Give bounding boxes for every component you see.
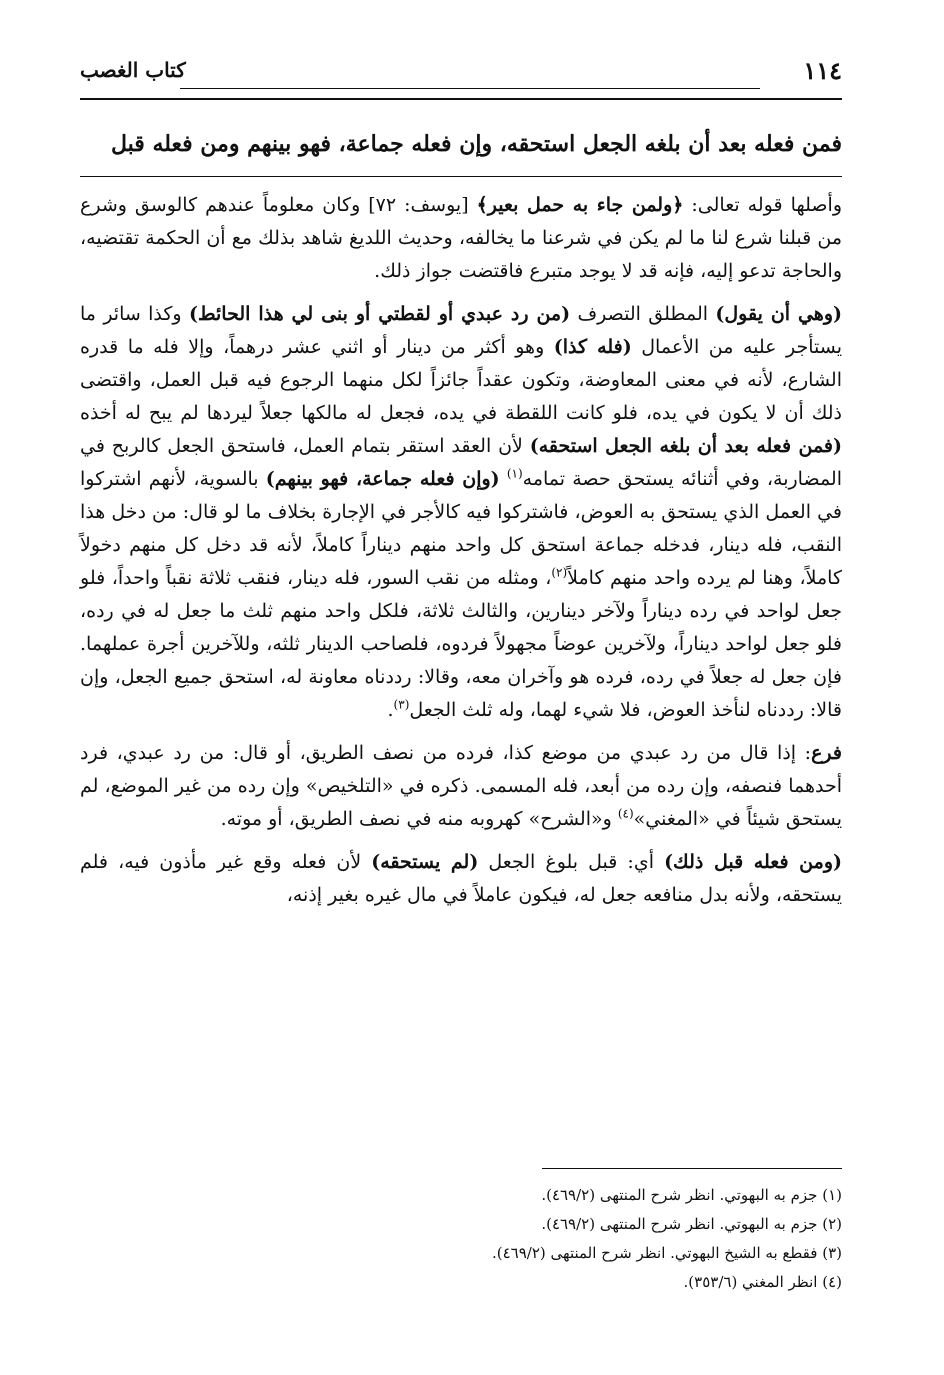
text-run: لأن العقد استقر بتمام العمل، فاستحق الجعل كالربح في المضاربة، وفي أثنائه يستحق حصة تمامه: [80, 435, 843, 490]
footnote-text: فقطع به الشيخ البهوتي. انظر شرح المنتهى (٤٦٩/٢).: [492, 1244, 818, 1262]
matn-text: فمن فعله بعد أن بلغه الجعل استحقه، وإن فعله جماعة، فهو بينهم ومن فعله قبل: [80, 126, 842, 177]
matn-quote: (من رد عبدي أو لقطتي أو بنى لي هذا الحائط): [188, 303, 571, 325]
matn-quote: (فمن فعله بعد أن بلغه الجعل استحقه): [529, 435, 842, 457]
footnote-list: [80, 1181, 842, 1297]
matn-quote: (وإن فعله جماعة، فهو بينهم): [265, 468, 500, 490]
matn-quote: (ومن فعله قبل ذلك): [664, 851, 842, 873]
footnote-number: (٣): [822, 1244, 842, 1262]
header-rule: [180, 88, 760, 89]
text-run: لأن فعله وقع غير مأذون فيه، فلم يستحقه، ولأنه بدل منافعه جعل له، فيكون عاملاً في مال غيره بغير إذنه،: [80, 851, 842, 906]
footnote-text: جزم به البهوتي. انظر شرح المنتهى (٤٦٩/٢).: [541, 1186, 818, 1204]
text-run: و«الشرح» كهروبه منه في نصف الطريق، أو موته.: [220, 808, 618, 830]
footnote: [80, 1268, 842, 1297]
text-run: المطلق التصرف: [570, 303, 716, 325]
paragraph: [80, 298, 842, 727]
footnote-ref[interactable]: (١): [506, 466, 523, 481]
footnotes: [80, 1168, 842, 1297]
paragraph: [80, 189, 842, 288]
page: [80, 52, 842, 922]
footnote-ref[interactable]: (٣): [393, 697, 410, 712]
text-run: [يوسف: ٧٢] وكان معلوماً عندهم كالوسق وشرع من قبلنا شرع لنا ما لم يكن في شرعنا ما يخالفه، وحديث اللديغ شاهد بذلك مع أن الحكمة تقتضيه، والحاجة تدعو إليه، فإنه قد لا يوجد متبرع فاقتضت جواز ذلك.: [80, 194, 842, 282]
text-run: أي: قبل بلوغ الجعل: [478, 851, 665, 873]
text-run: وهو أكثر من دينار أو اثني عشر درهماً، وإلا فله ما قدره الشارع، لأنه في معنى المعاوضة، وتكون عقداً جائزاً لكل منهما الرجوع فيه قبل العمل، واقتضى ذلك أن لا يكون في يده، فلو كانت اللقطة في يده، فجعل له مالكها جعلاً ليردها لم يبح له أخذه: [80, 336, 842, 424]
branch-label: فرع: [811, 742, 842, 764]
page-header: [80, 52, 842, 100]
text-run: ، ومثله من نقب السور، فله دينار، فنقب ثلاثة نقباً واحداً، فلو جعل لواحد في رده ديناراً ولآخر دينارين، والثالث ثلاثة، فلكل واحد منهم ثلث ما جعل له في رده، فلو جعل لواحد ديناراً، ولآخرين عوضاً مجهولاً فردوه، فلصاحب الدينار ثلثه، وللآخرين أجرة عملهما. فإن جعل له جعلاً في رده، فرده هو وآخران معه، وقالا: رددناه معاونة له، استحق جميع الجعل، وإن قالا: رددناه لنأخذ العوض، فلا شيء لهما، وله ثلث الجعل: [80, 567, 842, 721]
text-run: بالسوية، لأنهم اشتركوا في العمل الذي يستحق به العوض، فاشتركوا فيه كالأجر في الإجارة بخلاف ما لو قال: من دخل هذا النقب، فله دينار، فدخله جماعة استحق كل واحد منهم ديناراً كاملاً، لأنه قد دخل كل منهم دخولاً كاملاً، وهنا لم يرده واحد منهم كاملاً: [80, 468, 842, 589]
quran-verse: ﴿ولمن جاء به حمل بعير﴾: [476, 194, 684, 216]
footnote-ref[interactable]: (٤): [617, 806, 634, 821]
footnote: [80, 1210, 842, 1239]
text-run: [500, 468, 507, 490]
paragraph: [80, 737, 842, 836]
text-run: وأصلها قوله تعالى:: [683, 194, 842, 216]
footnote-rule: [542, 1168, 842, 1169]
footnote-text: انظر المغني (٣٥٣/٦).: [683, 1273, 818, 1291]
footnote: [80, 1181, 842, 1210]
text-run: : إذا قال من رد عبدي من موضع كذا، فرده من نصف الطريق، أو قال: من رد عبدي، فرد أحدهما فنصفه، وإن رده من أبعد، فله المسمى. ذكره في «التلخيص» وإن رده من غير الموضع، لم يستحق شيئاً في «المغني»: [80, 742, 842, 830]
page-number: ١١٤: [803, 56, 842, 85]
footnote-number: (٢): [822, 1215, 842, 1233]
text-run: .: [387, 699, 394, 721]
footnote-ref[interactable]: (٢): [551, 565, 568, 580]
commentary: [80, 189, 842, 912]
footnote-number: (١): [822, 1186, 842, 1204]
footnote-text: جزم به البهوتي. انظر شرح المنتهى (٤٦٩/٢).: [541, 1215, 818, 1233]
footnote: [80, 1239, 842, 1268]
chapter-title: كتاب الغصب: [80, 58, 186, 82]
matn-quote: (لم يستحقه): [371, 851, 479, 873]
footnote-number: (٤): [822, 1273, 842, 1291]
paragraph: [80, 846, 842, 912]
matn-quote: (وهي أن يقول): [715, 303, 842, 325]
text-run: وكذا سائر ما يستأجر عليه من الأعمال: [80, 303, 842, 358]
matn-quote: (فله كذا): [553, 336, 632, 358]
